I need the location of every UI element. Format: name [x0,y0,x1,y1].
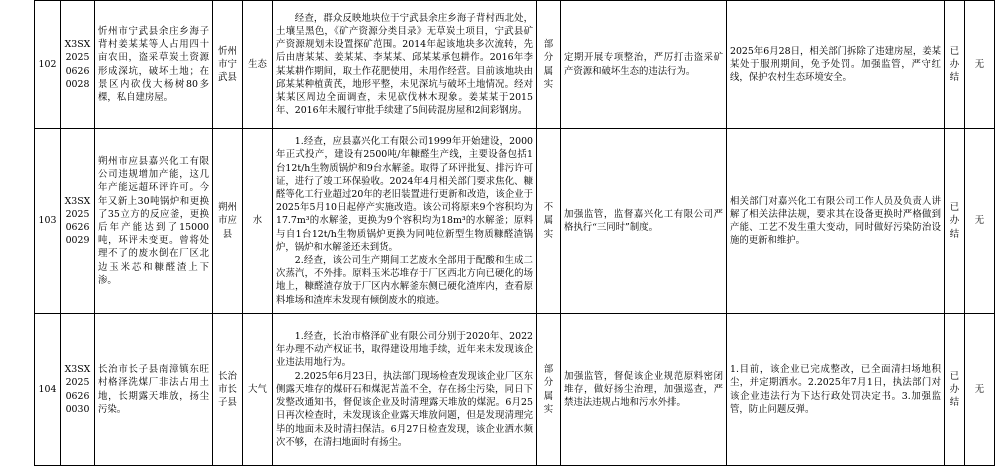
verdict: 部分属实 [537,1,561,129]
rectification-measures: 定期开展专项整治，严厉打击盗采矿产资源和破坏生态的违法行为。 [561,1,727,129]
row-number: 104 [35,314,61,466]
accountability: 无 [965,314,995,466]
verdict: 部分属实 [537,314,561,466]
case-status: 已办结 [945,1,965,129]
pollution-category: 水 [243,129,273,314]
case-code: X3SX202506260030 [61,314,95,466]
table-row [35,1,995,129]
rectification-measures: 加强监管，监督嘉兴化工有限公司严格执行“三同时”制度。 [561,129,727,314]
case-status: 已办结 [945,314,965,466]
accountability: 无 [965,129,995,314]
case-status: 已办结 [945,129,965,314]
verdict: 不属实 [537,129,561,314]
complaint-content: 长治市长子县南漳镇东旺村格泽洗煤厂非法占用土地，长期露天堆放，扬尘污染。 [95,314,213,466]
county: 朔州市应县 [213,129,243,314]
table-row [35,314,995,466]
complaint-content: 忻州市宁武县余庄乡海子背村姜某某等人占用四十亩农田，盗采草炭土资源形成深坑，破坏土地；在景区内砍伐大杨树80多棵，私自建房屋。 [95,1,213,129]
case-code: X3SX202506260029 [61,129,95,314]
handling-result: 2025年6月28日，相关部门拆除了违建房屋，姜某某处于服刑期间，免予处罚。加强监管，严守红线，保护农村生态环境安全。 [727,1,945,129]
table-row [35,129,995,314]
investigation-findings: 1.经查，应县嘉兴化工有限公司1999年开始建设，2000年正式投产，建设有2500吨/年糠醛生产线，主要设备包括1台12t/h生物质锅炉和9台水解釜。取得了环评批复、排污许可证，进行了竣工环保验收。2024年4月相关部门要求焦化、糠醛等化工行业超过20年的老旧装置进行更新和改造，该企业于2025年5月10日起停产实施改造。该公司将原来9个容积均为17.7m³的水解釜，更换为9个容积均为18m³的水解釜；原料与自1台12t/h生物质锅炉更换为同吨位新型生物质糠醛渣锅炉，锅炉和水解釜还未到货。 2.经查，该公司生产期间工艺废水全部用于配酸和生成二次蒸汽，不外排。原料玉米芯堆存于厂区西北方向已硬化的场地上，糠醛渣存放于厂区内水解釜东侧已硬化渣库内，查看原料堆场和渣库未发现有倾倒废水的痕迹。 [273,129,537,314]
case-code: X3SX202506260028 [61,1,95,129]
accountability: 无 [965,1,995,129]
pollution-category: 大气 [243,314,273,466]
handling-result: 1.目前，该企业已完成整改，已全面清扫场地积尘，并定期洒水。2.2025年7月1日，执法部门对该企业违法行为下达行政处罚决定书。3.加强监管，防止问题反弹。 [727,314,945,466]
county: 忻州市宁武县 [213,1,243,129]
investigation-findings: 1.经查，长治市格泽矿业有限公司分别于2020年、2022年办理不动产权证书，取得建设用地手续，近年来未发现该企业违法用地行为。 2.2025年6月23日，执法部门现场检查发现该企业厂区东侧露天堆存的煤矸石和煤泥苫盖不全，存在扬尘污染，同日下发整改通知书，督促该企业及时清理露天堆放的煤泥。6月25日再次检查时，未发现该企业露天堆放问题，但是发现清理完毕的地面未及时清扫保洁。6月27日检查发现，该企业洒水频次不够，在清扫地面时有扬尘。 [273,314,537,466]
rectification-measures: 加强监管，督促该企业规范原料密闭堆存，做好扬尘治理，加强巡查，严禁违法违规占地和污水外排。 [561,314,727,466]
complaint-content: 朔州市应县嘉兴化工有限公司违规增加产能，这几年产能远超环评许可。今年又新上30吨锅炉和更换了35立方的反应釜，更换后年产能达到了15000吨，环评未变更。曾将处理不了的废水倒在厂区北边玉米芯和糠醛渣上下渗。 [95,129,213,314]
county: 长治市长子县 [213,314,243,466]
row-number: 103 [35,129,61,314]
handling-result: 相关部门对嘉兴化工有限公司工作人员及负责人讲解了相关法律法规，要求其在设备更换时严格做到产能、工艺不发生重大变动，同时做好污染防治设施的更新和维护。 [727,129,945,314]
investigation-findings: 经查，群众反映地块位于宁武县余庄乡海子背村西北处，土壤呈黑色，《矿产资源分类目录》无草炭土项目，宁武县矿产资源规划未设置探矿范围。2014年起该地块多次流转，先后由唐某某、姜某某、李某某、邱某某承包耕作。2016年李某某耕作期间，取土作花肥使用，未用作经营。目前该地块由邱某某种植黄芪，地形平整，未见深坑与破坏土地情况。经对某某区周边全面调查，未见砍伐林木现象。姜某某于2015年、2016年未履行审批手续建了5间砖混房屋和2间彩钢房。 [273,1,537,129]
case-table [34,0,995,466]
pollution-category: 生态 [243,1,273,129]
row-number: 102 [35,1,61,129]
